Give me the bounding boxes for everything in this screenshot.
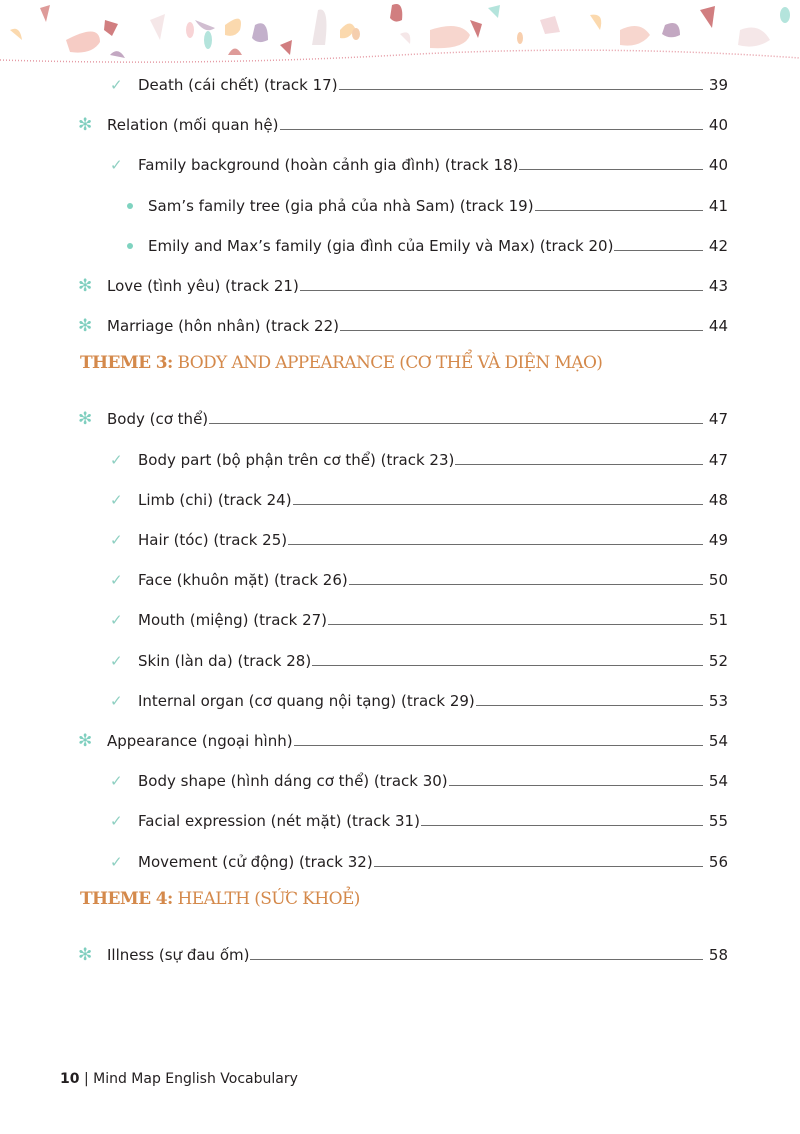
entry-title: Death (cái chết) (track 17) bbox=[138, 73, 339, 97]
page-number: 10 bbox=[60, 1071, 80, 1087]
entry-page-number: 49 bbox=[708, 531, 728, 549]
toc-entry[interactable] bbox=[0, 568, 800, 592]
toc-entry[interactable] bbox=[0, 274, 800, 298]
asterisk-icon: ✻ bbox=[78, 276, 93, 296]
entry-title: Family background (hoàn cảnh gia đình) (track 18) bbox=[138, 153, 519, 177]
check-icon: ✓ bbox=[110, 156, 123, 175]
toc-entry[interactable] bbox=[0, 314, 800, 338]
entry-title: Love (tình yêu) (track 21) bbox=[107, 274, 300, 298]
check-icon: ✓ bbox=[110, 812, 123, 831]
entry-page-number: 51 bbox=[708, 611, 728, 630]
toc-entry[interactable] bbox=[0, 73, 800, 97]
entry-title: Sam’s family tree (gia phả của nhà Sam) (track 19) bbox=[148, 194, 535, 218]
entry-title: Body (cơ thể) bbox=[107, 407, 209, 431]
entry-title: Face (khuôn mặt) (track 26) bbox=[138, 568, 349, 592]
asterisk-icon: ✻ bbox=[78, 316, 93, 337]
decorative-header-pattern bbox=[0, 0, 800, 72]
entry-page-number: 53 bbox=[708, 691, 728, 710]
asterisk-icon: ✻ bbox=[78, 731, 93, 751]
entry-title: Emily and Max’s family (gia đình của Emily và Max) (track 20) bbox=[148, 234, 614, 258]
entry-page-number: 39 bbox=[708, 76, 728, 94]
entry-title: Marriage (hôn nhân) (track 22) bbox=[107, 314, 340, 338]
asterisk-icon: ✻ bbox=[78, 409, 93, 430]
check-icon: ✓ bbox=[110, 490, 123, 509]
theme-title: BODY AND APPEARANCE (CƠ THỂ VÀ DIỆN MẠO) bbox=[177, 353, 603, 374]
toc-entry[interactable] bbox=[0, 194, 800, 218]
toc-entry[interactable] bbox=[0, 153, 800, 177]
entry-title: Appearance (ngoại hình) bbox=[107, 729, 294, 753]
toc-entry[interactable] bbox=[0, 729, 800, 753]
toc-entry[interactable] bbox=[0, 809, 800, 833]
entry-page-number: 52 bbox=[708, 651, 728, 670]
entry-title: Body shape (hình dáng cơ thể) (track 30) bbox=[138, 769, 449, 793]
page-footer bbox=[60, 1071, 298, 1087]
entry-page-number: 44 bbox=[708, 317, 728, 336]
toc-entry[interactable] bbox=[0, 943, 800, 967]
entry-page-number: 47 bbox=[708, 410, 728, 429]
entry-page-number: 42 bbox=[708, 236, 728, 255]
entry-title: Mouth (miệng) (track 27) bbox=[138, 608, 328, 632]
entry-title: Skin (làn da) (track 28) bbox=[138, 649, 312, 673]
entry-page-number: 48 bbox=[708, 490, 728, 509]
toc-entry[interactable] bbox=[0, 528, 800, 552]
footer-separator: | bbox=[83, 1071, 89, 1087]
toc-entry[interactable] bbox=[0, 488, 800, 512]
entry-page-number: 43 bbox=[708, 277, 728, 295]
check-icon: ✓ bbox=[110, 772, 123, 791]
entry-title: Internal organ (cơ quang nội tạng) (track 29) bbox=[138, 689, 476, 713]
asterisk-icon: ✻ bbox=[78, 944, 93, 965]
entry-title: Hair (tóc) (track 25) bbox=[138, 528, 288, 552]
asterisk-icon: ✻ bbox=[78, 115, 93, 136]
theme-heading bbox=[80, 889, 360, 909]
entry-page-number: 41 bbox=[708, 196, 728, 215]
check-icon: ✓ bbox=[110, 651, 123, 670]
theme-label: THEME 3: bbox=[80, 353, 173, 374]
entry-page-number: 40 bbox=[708, 116, 728, 135]
entry-page-number: 40 bbox=[708, 156, 728, 175]
toc-entry[interactable] bbox=[0, 850, 800, 874]
toc-entry[interactable] bbox=[0, 407, 800, 431]
theme-title: HEALTH (SỨC KHOẺ) bbox=[177, 888, 360, 909]
book-title: Mind Map English Vocabulary bbox=[93, 1071, 298, 1087]
entry-page-number: 56 bbox=[708, 852, 728, 871]
entry-page-number: 55 bbox=[708, 812, 728, 831]
toc-entry[interactable] bbox=[0, 448, 800, 472]
toc-entry[interactable] bbox=[0, 608, 800, 632]
entry-page-number: 47 bbox=[708, 450, 728, 469]
theme-label: THEME 4: bbox=[80, 888, 173, 909]
toc-entry[interactable] bbox=[0, 113, 800, 137]
entry-title: Body part (bộ phận trên cơ thể) (track 23) bbox=[138, 448, 455, 472]
entry-title: Limb (chi) (track 24) bbox=[138, 488, 293, 512]
toc-entry[interactable] bbox=[0, 769, 800, 793]
entry-page-number: 50 bbox=[708, 571, 728, 590]
entry-title: Movement (cử động) (track 32) bbox=[138, 850, 374, 874]
check-icon: ✓ bbox=[110, 76, 123, 94]
entry-page-number: 58 bbox=[708, 945, 728, 964]
check-icon: ✓ bbox=[110, 531, 123, 549]
bullet-icon bbox=[127, 243, 133, 249]
toc-entry[interactable] bbox=[0, 234, 800, 258]
check-icon: ✓ bbox=[110, 450, 123, 469]
entry-title: Facial expression (nét mặt) (track 31) bbox=[138, 809, 421, 833]
toc-entry[interactable] bbox=[0, 689, 800, 713]
check-icon: ✓ bbox=[110, 571, 123, 590]
theme-heading bbox=[80, 353, 602, 373]
entry-page-number: 54 bbox=[708, 732, 728, 750]
check-icon: ✓ bbox=[110, 611, 123, 630]
check-icon: ✓ bbox=[110, 691, 123, 710]
entry-page-number: 54 bbox=[708, 772, 728, 791]
toc-entry[interactable] bbox=[0, 649, 800, 673]
check-icon: ✓ bbox=[110, 852, 123, 871]
entry-title: Relation (mối quan hệ) bbox=[107, 113, 280, 137]
entry-title: Illness (sự đau ốm) bbox=[107, 943, 250, 967]
bullet-icon bbox=[127, 203, 133, 209]
